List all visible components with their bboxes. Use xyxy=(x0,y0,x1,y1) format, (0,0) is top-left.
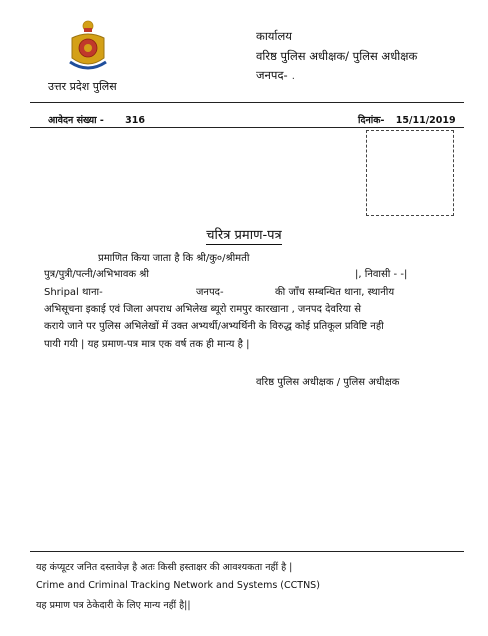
body-line-3-a: Shripal थाना- xyxy=(44,287,103,298)
certificate-title: चरित्र प्रमाण-पत्र xyxy=(206,228,282,243)
org-name: उत्तर प्रदेश पुलिस xyxy=(48,80,117,93)
date-value: 15/11/2019 xyxy=(395,115,456,126)
photo-placeholder xyxy=(366,130,454,216)
date-label: दिनांक- xyxy=(358,115,385,126)
application-number-row xyxy=(48,115,145,126)
body-line-3-b: जनपद- xyxy=(196,287,224,298)
header-divider xyxy=(30,102,464,103)
signature-designation: वरिष्ठ पुलिस अधीक्षक / पुलिस अधीक्षक xyxy=(256,377,400,388)
office-designation: वरिष्ठ पुलिस अधीक्षक/ पुलिस अधीक्षक xyxy=(256,49,418,63)
date-row xyxy=(358,115,456,126)
meta-divider xyxy=(30,127,464,128)
body-line-2-label: पुत्र/पुत्री/पत्नी/अभिभावक श्री xyxy=(44,269,149,280)
body-line-3-c: की जाँच सम्बन्धित थाना, स्थानीय xyxy=(275,287,395,298)
body-line-1: प्रमाणित किया जाता है कि श्री/कु०/श्रीमती xyxy=(98,253,250,264)
district-label: जनपद- . xyxy=(256,68,295,82)
body-line-6: पायी गयी | यह प्रमाण-पत्र मात्र एक वर्ष तक ही मान्य है | xyxy=(44,339,250,350)
body-line-2-tail: |, निवासी - -| xyxy=(355,269,408,280)
application-number: 316 xyxy=(125,115,145,126)
office-heading: कार्यालय xyxy=(256,29,292,43)
up-police-emblem-icon xyxy=(66,18,110,74)
application-label: आवेदन संख्या - xyxy=(48,115,104,126)
footer-note-cctns: Crime and Criminal Tracking Network and Systems (CCTNS) xyxy=(36,580,320,591)
body-line-5: कराये जाने पर पुलिस अभिलेखों में उक्त अभ्यर्थी/अभ्यर्थिनी के विरुद्ध कोई प्रतिकूल प्रविष्टि नही xyxy=(44,321,384,332)
footer-note-contractor: यह प्रमाण पत्र ठेकेदारी के लिए मान्य नहीं है|| xyxy=(36,600,191,611)
footer-note-computer-generated: यह कंप्यूटर जनित दस्तावेज़ है अतः किसी हस्ताक्षर की आवश्यकता नहीं है | xyxy=(36,562,293,573)
footer-divider xyxy=(30,551,464,552)
body-line-4: अभिसूचना इकाई एवं जिला अपराध अभिलेख ब्यूरो रामपुर कारखाना , जनपद देवरिया से xyxy=(44,304,361,315)
